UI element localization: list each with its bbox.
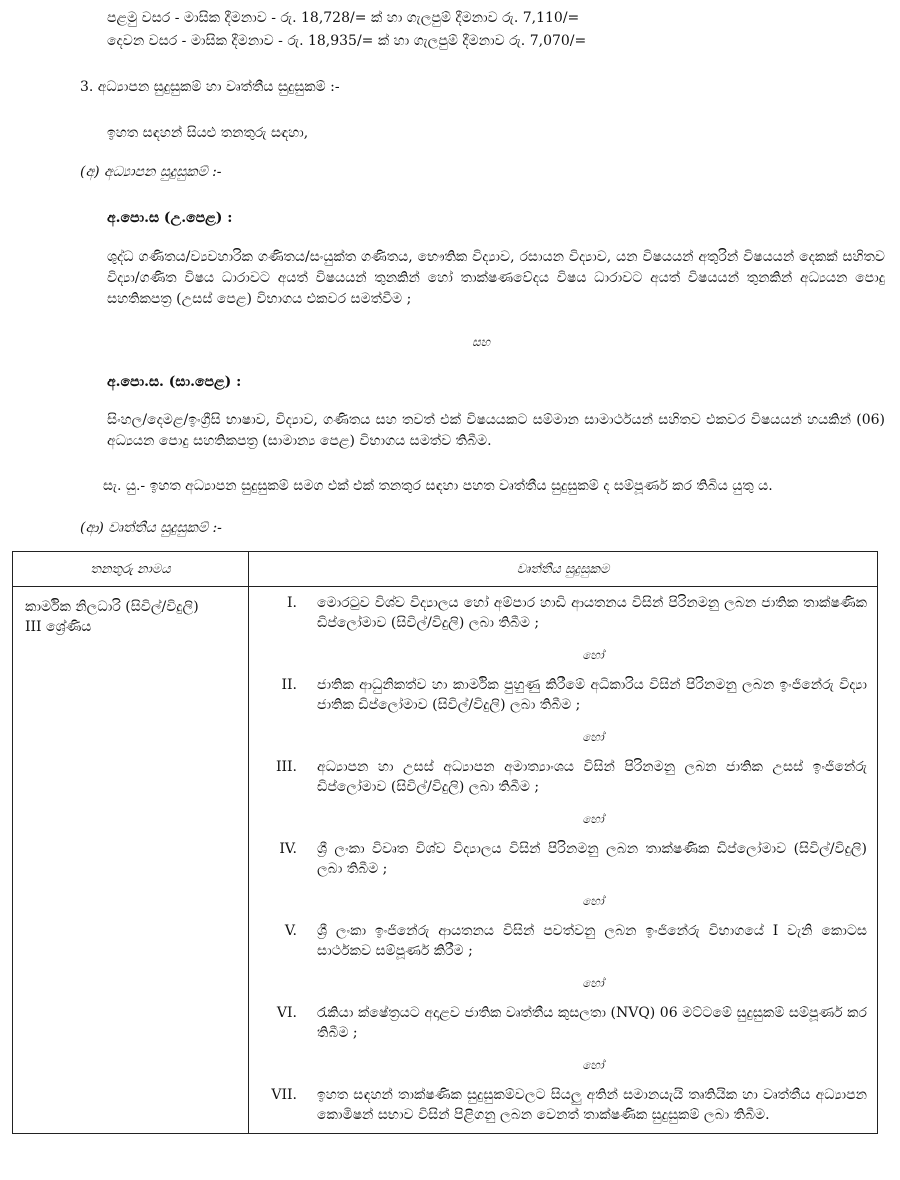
requirement-number: IV. <box>279 841 297 857</box>
note: සැ. යු.- ඉහත අධ්‍යාපන සුදුසුකම් සමග එක් එක් තනතුර සඳහා පහත වෘත්තීය සුදුසුකම් ද සම්පූර්ණ කර තිබිය යුතු ය. <box>103 478 773 494</box>
requirement-item <box>249 675 877 715</box>
or-separator: හෝ <box>582 1058 604 1072</box>
requirement-text: ශ්‍රී ලංකා විවෘත විශ්ව විද්‍යාලය විසින් පිරිනමනු ලබන තාක්ෂණික ඩිප්ලෝමාව (සිවිල්/විදුලි) ලබා තිබීම ; <box>317 841 867 877</box>
requirement-number: I. <box>287 595 297 611</box>
requirement-number: III. <box>275 759 297 775</box>
requirement-item <box>249 921 877 961</box>
section-intro: ඉහත සඳහන් සියළු තනතුරු සඳහා, <box>107 125 309 141</box>
column-header-post: තනතුරු නාමය <box>13 552 249 587</box>
education-qualifications-heading: (අ) අධ්‍යාපන සුදුසුකම් :- <box>80 164 222 180</box>
or-separator: හෝ <box>582 976 604 990</box>
qualifications-table <box>12 551 878 1134</box>
post-name-cell <box>13 587 249 1134</box>
requirement-text: රැකියා ක්ෂේත්‍රයට අදාළව ජාතික වෘත්තීය කුසලතා (NVQ) 06 මට්ටමේ සුදුසුකම් සම්පූර්ණ කර තිබීම ; <box>317 1005 867 1041</box>
requirement-number: VI. <box>276 1005 297 1021</box>
requirement-text: අධ්‍යාපන හා උසස් අධ්‍යාපන අමාත්‍යාංශය විසින් පිරිනමනු ලබන ජාතික උසස් ඉංජිනේරු ඩිප්ලෝමාව (සිවිල්/විදුලි) ලබා තිබීම ; <box>317 759 867 795</box>
requirement-number: II. <box>281 677 297 693</box>
and-connector: සහ <box>472 335 491 349</box>
salary-line-first-year: පළමු වසර - මාසික දීමනාව - රු. 18,728/= ක් හා ගැලපුම් දීමනාව රු. 7,110/= <box>107 10 580 26</box>
salary-line-second-year: දෙවන වසර - මාසික දීමනාව - රු. 18,935/= ක් හා ගැලපුම් දීමනාව රු. 7,070/= <box>107 33 587 49</box>
table-row <box>13 587 878 1134</box>
ol-heading: අ.පො.ස. (සා.පෙළ) : <box>107 374 242 390</box>
al-requirement-text: ශුද්ධ ගණිතය/ව්‍යවහාරික ගණිතය/සංයුක්ත ගණිතය, භෞතික විද්‍යාව, රසායන විද්‍යාව, යන විෂයයන් අතුරින් විෂයයන් දෙකක් සහිතව විද්‍යා/ගණිත විෂය ධාරාවට අයත් විෂයයන් තුනකින් හෝ තාක්ෂණවේදය විෂය ධාරාවට අයත් විෂයයන් තුනකින් අධ්‍යයන පොදු සහතිකපත්‍ර (උසස් පෙළ) විභාගය එකවර සමත්වීම ; <box>107 249 885 307</box>
qualification-cell <box>249 587 878 1134</box>
requirement-text: මොරටුව විශ්ව විද්‍යාලය හෝ අම්පාර හාඩි ආයතනය විසින් පිරිනමනු ලබන ජාතික තාක්ෂණික ඩිප්ලෝමාව (සිවිල්/විදුලි) ලබා තිබීම ; <box>317 595 867 631</box>
requirement-item <box>249 839 877 879</box>
table-header-row <box>13 552 878 587</box>
requirement-item <box>249 593 877 633</box>
section-heading: 3. අධ්‍යාපන සුදුසුකම් හා වෘත්තීය සුදුසුකම් :- <box>80 79 340 95</box>
or-separator: හෝ <box>582 894 604 908</box>
post-grade: III ශ්‍රේණිය <box>25 619 92 635</box>
post-name: කාර්මික නිලධාරි (සිවිල්/විදුලි) <box>25 599 199 615</box>
requirement-item <box>249 757 877 797</box>
requirement-text: ඉහත සඳහන් තාක්ෂණික සුදුසුකම්වලට සියලු අතින් සමානයැයි තෘතියික හා වෘත්තීය අධ්‍යාපන කොමිෂන් සභාව විසින් පිළිගනු ලබන වෙනත් තාක්ෂණික සුදුසුකම් ලබා තිබීම. <box>317 1087 867 1123</box>
requirement-item <box>249 1003 877 1043</box>
or-separator: හෝ <box>582 648 604 662</box>
requirement-item <box>249 1085 877 1125</box>
requirement-number: VII. <box>271 1087 297 1103</box>
requirement-number: V. <box>284 923 297 939</box>
or-separator: හෝ <box>582 730 604 744</box>
requirement-text: ජාතික ආධුනිකත්ව හා කාර්මික පුහුණු කිරීමේ අධිකාරිය විසින් පිරිනමනු ලබන ඉංජිනේරු විද්‍යා ජාතික ඩිප්ලෝමාව (සිවිල්/විදුලි) ලබා තිබීම ; <box>317 677 867 713</box>
requirement-text: ශ්‍රී ලංකා ඉංජිනේරු ආයතනය විසින් පවත්වනු ලබන ඉංජිනේරු විභාගයේ I වැනි කොටස සාර්ථකව සම්පූර්ණ කිරීම ; <box>317 923 867 959</box>
al-heading: අ.පො.ස (උ.පෙළ) : <box>107 210 233 226</box>
ol-requirement-text: සිංහල/දෙමළ/ඉංග්‍රීසි භාෂාව, විද්‍යාව, ගණිතය සහ තවත් එක් විෂයයකට සම්මාන සාමාර්ථයන් සහිතව එකවර විෂයයන් හයකින් (06) අධ්‍යයන පොදු සහතිකපත්‍ර (සාමාන්‍ය පෙළ) විභාගය සමත්ව තිබීම. <box>107 412 885 449</box>
professional-qualifications-heading: (ආ) වෘත්තීය සුදුසුකම් :- <box>80 520 222 536</box>
or-separator: හෝ <box>582 812 604 826</box>
column-header-qualification: වෘත්තීය සුදුසුකම <box>249 552 878 587</box>
